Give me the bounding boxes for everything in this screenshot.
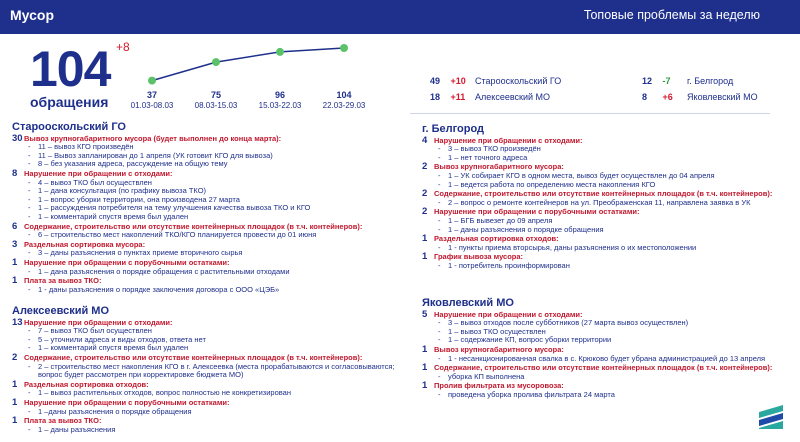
issue-count: 1 xyxy=(422,380,428,392)
issue-item: - 1 –даны разъяснения о порядке обращения xyxy=(24,408,397,417)
trend-value: 37 xyxy=(146,90,157,100)
issue-item: - проведена уборка пролива фильтрата 24 марта xyxy=(434,391,777,400)
area-title: Старооскольский ГО xyxy=(12,121,126,133)
summary-delta: +11 xyxy=(450,92,466,102)
issue-category: Вывоз крупногабаритного мусора (будет выполнен до конца марта): xyxy=(24,133,282,143)
trend-value: 104 xyxy=(336,90,352,100)
area-title: Алексеевский МО xyxy=(12,305,110,317)
issue-item: - 1 - пункты приема вторсырья, даны разъяснения о их местоположении xyxy=(434,244,777,253)
issue-item: - 1 – вопрос уборки территории, она производена 27 марта xyxy=(24,196,397,205)
issue-count: 1 xyxy=(12,396,18,408)
issue-group xyxy=(12,396,397,416)
section-belgorod xyxy=(422,125,777,272)
areas-summary xyxy=(420,66,770,106)
issue-group xyxy=(422,134,777,163)
issue-item: - 6 – строительство мест накоплений ТКО/КГО планируется провести до 01 июня xyxy=(24,231,397,240)
issue-item: - 1 – ведется работа по определению места накопления КГО xyxy=(434,181,777,190)
summary-delta: +6 xyxy=(662,92,673,102)
issue-group xyxy=(422,235,777,252)
trend-period: 08.03-15.03 xyxy=(194,101,238,110)
issue-group xyxy=(12,238,397,258)
issue-count: 30 xyxy=(12,132,23,144)
issue-item: - 1 - даны разъяснения о порядке заключения договора с ООО «ЦЭБ» xyxy=(24,286,397,295)
section-yakovlev xyxy=(422,299,777,401)
issue-count: 1 xyxy=(12,256,18,268)
issue-item: - 3 – даны разъяснения о пунктах приеме вторичного сырья xyxy=(24,249,397,258)
page-subtitle: Топовые проблемы за неделю xyxy=(583,8,760,22)
trend-period: 01.03-08.03 xyxy=(130,101,174,110)
trend-line xyxy=(152,48,344,81)
issue-count: 2 xyxy=(12,351,18,363)
issue-count: 1 xyxy=(422,362,428,374)
trend-point xyxy=(212,58,220,66)
issue-item: - 1 - потребитель проинформирован xyxy=(434,262,777,271)
issue-count: 8 xyxy=(12,167,18,179)
issue-group xyxy=(422,163,777,189)
issue-item: - 11 – вывоз КГО произведён xyxy=(24,143,397,152)
issue-group xyxy=(12,417,397,434)
issue-count: 2 xyxy=(422,188,428,200)
issue-count: 2 xyxy=(422,206,428,218)
summary-area: г. Белгород xyxy=(687,76,734,86)
issue-count: 6 xyxy=(12,220,18,232)
issue-item: - 1 – УК собирает КГО в одном места, вывоз будет осуществлен до 04 апреля xyxy=(434,172,777,181)
issue-group xyxy=(12,132,397,169)
issue-count: 4 xyxy=(422,134,428,146)
issue-group xyxy=(422,343,777,363)
issue-group xyxy=(422,190,777,207)
issue-category: Содержание, строительство или отсутствие контейнерных площадок (в т.ч. контейнеров): xyxy=(24,352,363,362)
issue-item: - 1 – даны разъяснения о порядке обращения xyxy=(434,226,777,235)
total-label: обращения xyxy=(30,94,109,110)
issue-category: Плата за вывоз ТКО: xyxy=(24,276,102,286)
issue-group xyxy=(422,382,777,399)
issue-item: - 1 – дана консультация (по графику вывоза ТКО) xyxy=(24,187,397,196)
issue-group xyxy=(12,351,397,380)
issue-count: 3 xyxy=(12,238,18,250)
issue-category: Нарушение при обращении с отходами: xyxy=(24,317,173,327)
issue-item: - 5 – уточнили адреса и виды отходов, ответа нет xyxy=(24,336,397,345)
summary-count: 8 xyxy=(642,92,648,102)
issue-category: Нарушение при обращении с отходами: xyxy=(434,135,583,145)
summary-row xyxy=(642,92,758,102)
issue-item: - 1 – рассуждения потребителя на тему улучшения качества вывоза ТКО и КГО xyxy=(24,204,397,213)
summary-delta: -7 xyxy=(662,76,671,86)
issue-category: Пролив фильтрата из мусоровоза: xyxy=(434,381,564,391)
summary-area: Яковлевский МО xyxy=(687,92,758,102)
issue-category: Раздельная сортировка отходов: xyxy=(24,379,149,389)
section-staroskol xyxy=(12,123,397,295)
issue-item: - 1 - несанкционированная свалка в с. Крюково будет убрана администрацией до 13 апреля xyxy=(434,355,777,364)
summary-row xyxy=(642,76,733,86)
issue-item: - 1 – дана разъяснения о порядке обращения с растительными отходами xyxy=(24,268,397,277)
issue-group xyxy=(422,208,777,234)
issue-category: Вывоз крупногабаритного мусора: xyxy=(434,162,564,172)
issue-item: - 1 – БГБ вывезет до 09 апреля xyxy=(434,217,777,226)
summary-divider xyxy=(410,113,770,114)
issue-category: График вывоза мусора: xyxy=(434,252,524,262)
issue-group xyxy=(12,277,397,294)
issue-count: 2 xyxy=(422,161,428,173)
issue-count: 1 xyxy=(12,415,18,427)
issue-item: - 3 – вывоз ТКО произведён xyxy=(434,145,777,154)
trend-period: 15.03-22.03 xyxy=(258,101,302,110)
issue-item: - 1 – комментарий спустя время был удален xyxy=(24,213,397,222)
issue-category: Раздельная сортировка мусора: xyxy=(24,239,146,249)
issue-category: Содержание, строительство или отсутствие контейнерных площадок (в т.ч. контейнеров): xyxy=(434,363,773,373)
issue-count: 1 xyxy=(12,378,18,390)
trend-period: 22.03-29.03 xyxy=(322,101,366,110)
issue-group xyxy=(12,167,397,222)
summary-delta: +10 xyxy=(450,76,466,86)
issue-category: Содержание, строительство или отсутствие контейнерных площадок (в т.ч. контейнеров): xyxy=(24,221,363,231)
issue-category: Вывоз крупногабаритного мусора: xyxy=(434,344,564,354)
issue-group xyxy=(422,308,777,345)
issue-item: - 7 – вывоз ТКО был осуществлен xyxy=(24,327,397,336)
issue-item: - 1 – содержание КП, вопрос уборки территории xyxy=(434,336,777,345)
issue-item: - 8 – без указания адреса, рассуждение на общую тему xyxy=(24,160,397,169)
issue-group xyxy=(12,378,397,398)
trend-value: 96 xyxy=(274,90,285,100)
issue-category: Нарушение при обращении с порубочными остатками: xyxy=(24,257,230,267)
issue-group xyxy=(12,256,397,276)
issue-count: 1 xyxy=(422,233,428,245)
issue-item: - уборка КП выполнена xyxy=(434,373,777,382)
trend-value: 75 xyxy=(210,90,221,100)
area-title: Яковлевский МО xyxy=(422,297,514,309)
total-count: 104 xyxy=(30,41,111,97)
page-title: Мусор xyxy=(10,7,54,23)
issue-group xyxy=(422,253,777,270)
issue-item: - 1 – вывоз растительных отходов, вопрос полностью не конкретизирован xyxy=(24,389,397,398)
issue-category: Нарушение при обращении с порубочными остатками: xyxy=(434,207,640,217)
issue-item: - 4 – вывоз ТКО был осуществлен xyxy=(24,179,397,188)
summary-area: Старооскольский ГО xyxy=(475,76,562,86)
issue-category: Раздельная сортировка отходов: xyxy=(434,234,559,244)
summary-row xyxy=(430,92,550,102)
summary-area: Алексеевский МО xyxy=(475,92,551,102)
issue-category: Нарушение при обращении с отходами: xyxy=(24,168,173,178)
issue-count: 5 xyxy=(422,308,428,320)
issue-group xyxy=(12,220,397,240)
issue-item: - 1 – даны разъяснения xyxy=(24,426,397,435)
issue-category: Плата за вывоз ТКО: xyxy=(24,416,102,426)
issue-item: - 2 – вопрос о ремонте контейнеров на ул. Преображенская 11, направлена заявка в УК xyxy=(434,199,777,208)
issue-item: - 2 – строительство мест накопления КГО в г. Алексеевка (места прорабатываются и согласовываются; вопрос будет рассмотрен при корректировке бюджета МО) xyxy=(24,363,397,380)
issue-group xyxy=(12,316,397,353)
issue-item: - 1 – нет точного адреса xyxy=(434,154,777,163)
issue-item: - 1 – комментарий спустя время был удален xyxy=(24,344,397,353)
issue-category: Нарушение при обращении с отходами: xyxy=(434,309,583,319)
issue-count: 1 xyxy=(422,251,428,263)
summary-count: 12 xyxy=(642,76,653,86)
issue-count: 1 xyxy=(422,343,428,355)
issue-category: Содержание, строительство или отсутствие контейнерных площадок (в т.ч. контейнеров): xyxy=(434,189,773,199)
top-bar xyxy=(0,0,800,34)
trend-point xyxy=(148,77,156,85)
logo-icon xyxy=(756,402,786,432)
issue-item: - 3 – вывоз отходов после субботников (27 марта вывоз осуществлен) xyxy=(434,319,777,328)
summary-row xyxy=(430,76,561,86)
issue-count: 13 xyxy=(12,316,23,328)
trend-point xyxy=(340,44,348,52)
issue-item: - 11 – Вывоз запланирован до 1 апреля (УК готовит КГО для вывоза) xyxy=(24,152,397,161)
total-delta: +8 xyxy=(116,40,130,54)
section-alekseev xyxy=(12,307,397,435)
summary-count: 49 xyxy=(430,76,441,86)
issue-count: 1 xyxy=(12,275,18,287)
issue-group xyxy=(422,364,777,381)
issue-category: Нарушение при обращении с порубочными остатками: xyxy=(24,397,230,407)
summary-count: 18 xyxy=(430,92,441,102)
area-title: г. Белгород xyxy=(422,123,485,135)
trend-point xyxy=(276,48,284,56)
issue-item: - 1 – вывоз ТКО осуществлен xyxy=(434,328,777,337)
